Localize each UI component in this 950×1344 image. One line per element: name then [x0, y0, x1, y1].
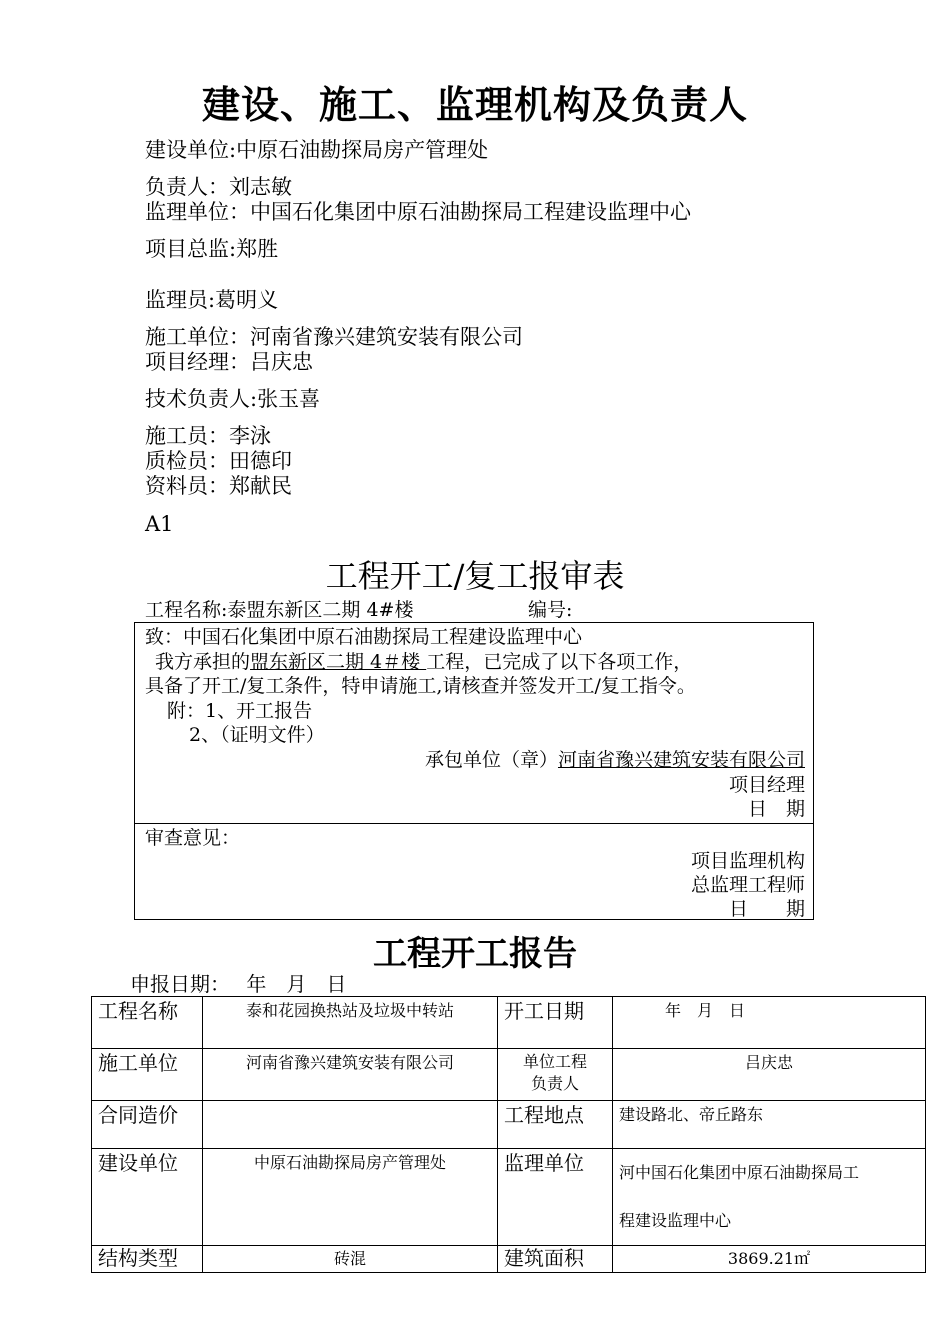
cell-label: 工程地点: [498, 1101, 613, 1149]
form-project-underline: 盟东新区二期 4＃楼: [250, 651, 427, 673]
contractor-signature-line: 承包单位（章）河南省豫兴建筑安装有限公司: [424, 749, 805, 771]
form-title: 工程开工/复工报审表: [325, 557, 625, 595]
review-opinion-label: 审查意见：: [145, 827, 241, 849]
cell-label: 结构类型: [92, 1246, 203, 1273]
form-body-line1: 我方承担的盟东新区二期 4＃楼 工程，已完成了以下各项工作，: [155, 651, 693, 673]
cell-value: 砖混: [203, 1246, 498, 1273]
table-row: [92, 1101, 926, 1149]
table-row: [92, 997, 926, 1049]
table-row: [92, 1149, 926, 1246]
form-code: A1: [145, 512, 174, 536]
cell-label: 单位工程 负责人: [498, 1049, 613, 1101]
cell-label: 监理单位: [498, 1149, 613, 1246]
form-attachment-2: 2、（证明文件）: [189, 724, 325, 746]
form-divider: [135, 823, 813, 824]
report-title: 工程开工报告: [373, 934, 577, 974]
form-project-name: 工程名称:泰盟东新区二期 4#楼: [145, 599, 414, 621]
start-report-table: [91, 996, 926, 1273]
project-manager-line: 项目经理：吕庆忠: [145, 350, 313, 374]
cell-value: 建设路北、帝丘路东: [613, 1101, 926, 1149]
cell-label: 工程名称: [92, 997, 203, 1049]
supervision-unit-line: 监理单位：中国石化集团中原石油勘探局工程建设监理中心: [145, 200, 691, 224]
contractor-unit-line: 施工单位：河南省豫兴建筑安装有限公司: [145, 325, 523, 349]
review-date-label: 日 期: [728, 898, 805, 920]
form-attachment-1: 附：1、开工报告: [167, 700, 313, 722]
responsible-person-line: 负责人：刘志敏: [145, 175, 292, 199]
table-row: [92, 1049, 926, 1101]
form-recipient: 致：中国石化集团中原石油勘探局工程建设监理中心: [145, 626, 583, 648]
chief-engineer-label: 总监理工程师: [690, 874, 805, 896]
supervision-org-label: 项目监理机构: [690, 850, 805, 872]
application-form-box: [134, 622, 814, 920]
contractor-name: 河南省豫兴建筑安装有限公司: [557, 749, 805, 771]
cell-label: 合同造价: [92, 1101, 203, 1149]
supervisor-line: 监理员:葛明义: [145, 288, 279, 312]
chief-supervisor-line: 项目总监:郑胜: [145, 237, 279, 261]
cell-label: 建设单位: [92, 1149, 203, 1246]
cell-value: 吕庆忠: [613, 1049, 926, 1101]
cell-value: 3869.21㎡: [613, 1246, 926, 1273]
cell-value: 中原石油勘探局房产管理处: [203, 1149, 498, 1246]
form-serial-label: 编号:: [528, 599, 573, 621]
apply-date-line: 申报日期： 年 月 日: [130, 972, 347, 996]
page-title: 建设、施工、监理机构及负责人: [201, 82, 748, 127]
documentation-clerk-line: 资料员：郑献民: [145, 474, 292, 498]
construction-worker-line: 施工员：李泳: [145, 424, 271, 448]
construction-unit-line: 建设单位:中原石油勘探局房产管理处: [145, 138, 489, 162]
cell-value: 河中国石化集团中原石油勘探局工 程建设监理中心: [613, 1149, 926, 1246]
cell-value: 河南省豫兴建筑安装有限公司: [203, 1049, 498, 1101]
table-row: [92, 1246, 926, 1273]
cell-label: 建筑面积: [498, 1246, 613, 1273]
cell-value: 泰和花园换热站及垃圾中转站: [203, 997, 498, 1049]
technical-lead-line: 技术负责人:张玉喜: [145, 387, 321, 411]
form-date-label: 日 期: [747, 798, 805, 820]
cell-label: 开工日期: [498, 997, 613, 1049]
project-manager-label: 项目经理: [728, 774, 805, 796]
quality-inspector-line: 质检员：田德印: [145, 449, 292, 473]
cell-label: 施工单位: [92, 1049, 203, 1101]
form-body-line2: 具备了开工/复工条件，特申请施工,请核查并签发开工/复工指令。: [145, 675, 696, 697]
cell-value: [203, 1101, 498, 1149]
cell-value: 年 月 日: [613, 997, 926, 1049]
